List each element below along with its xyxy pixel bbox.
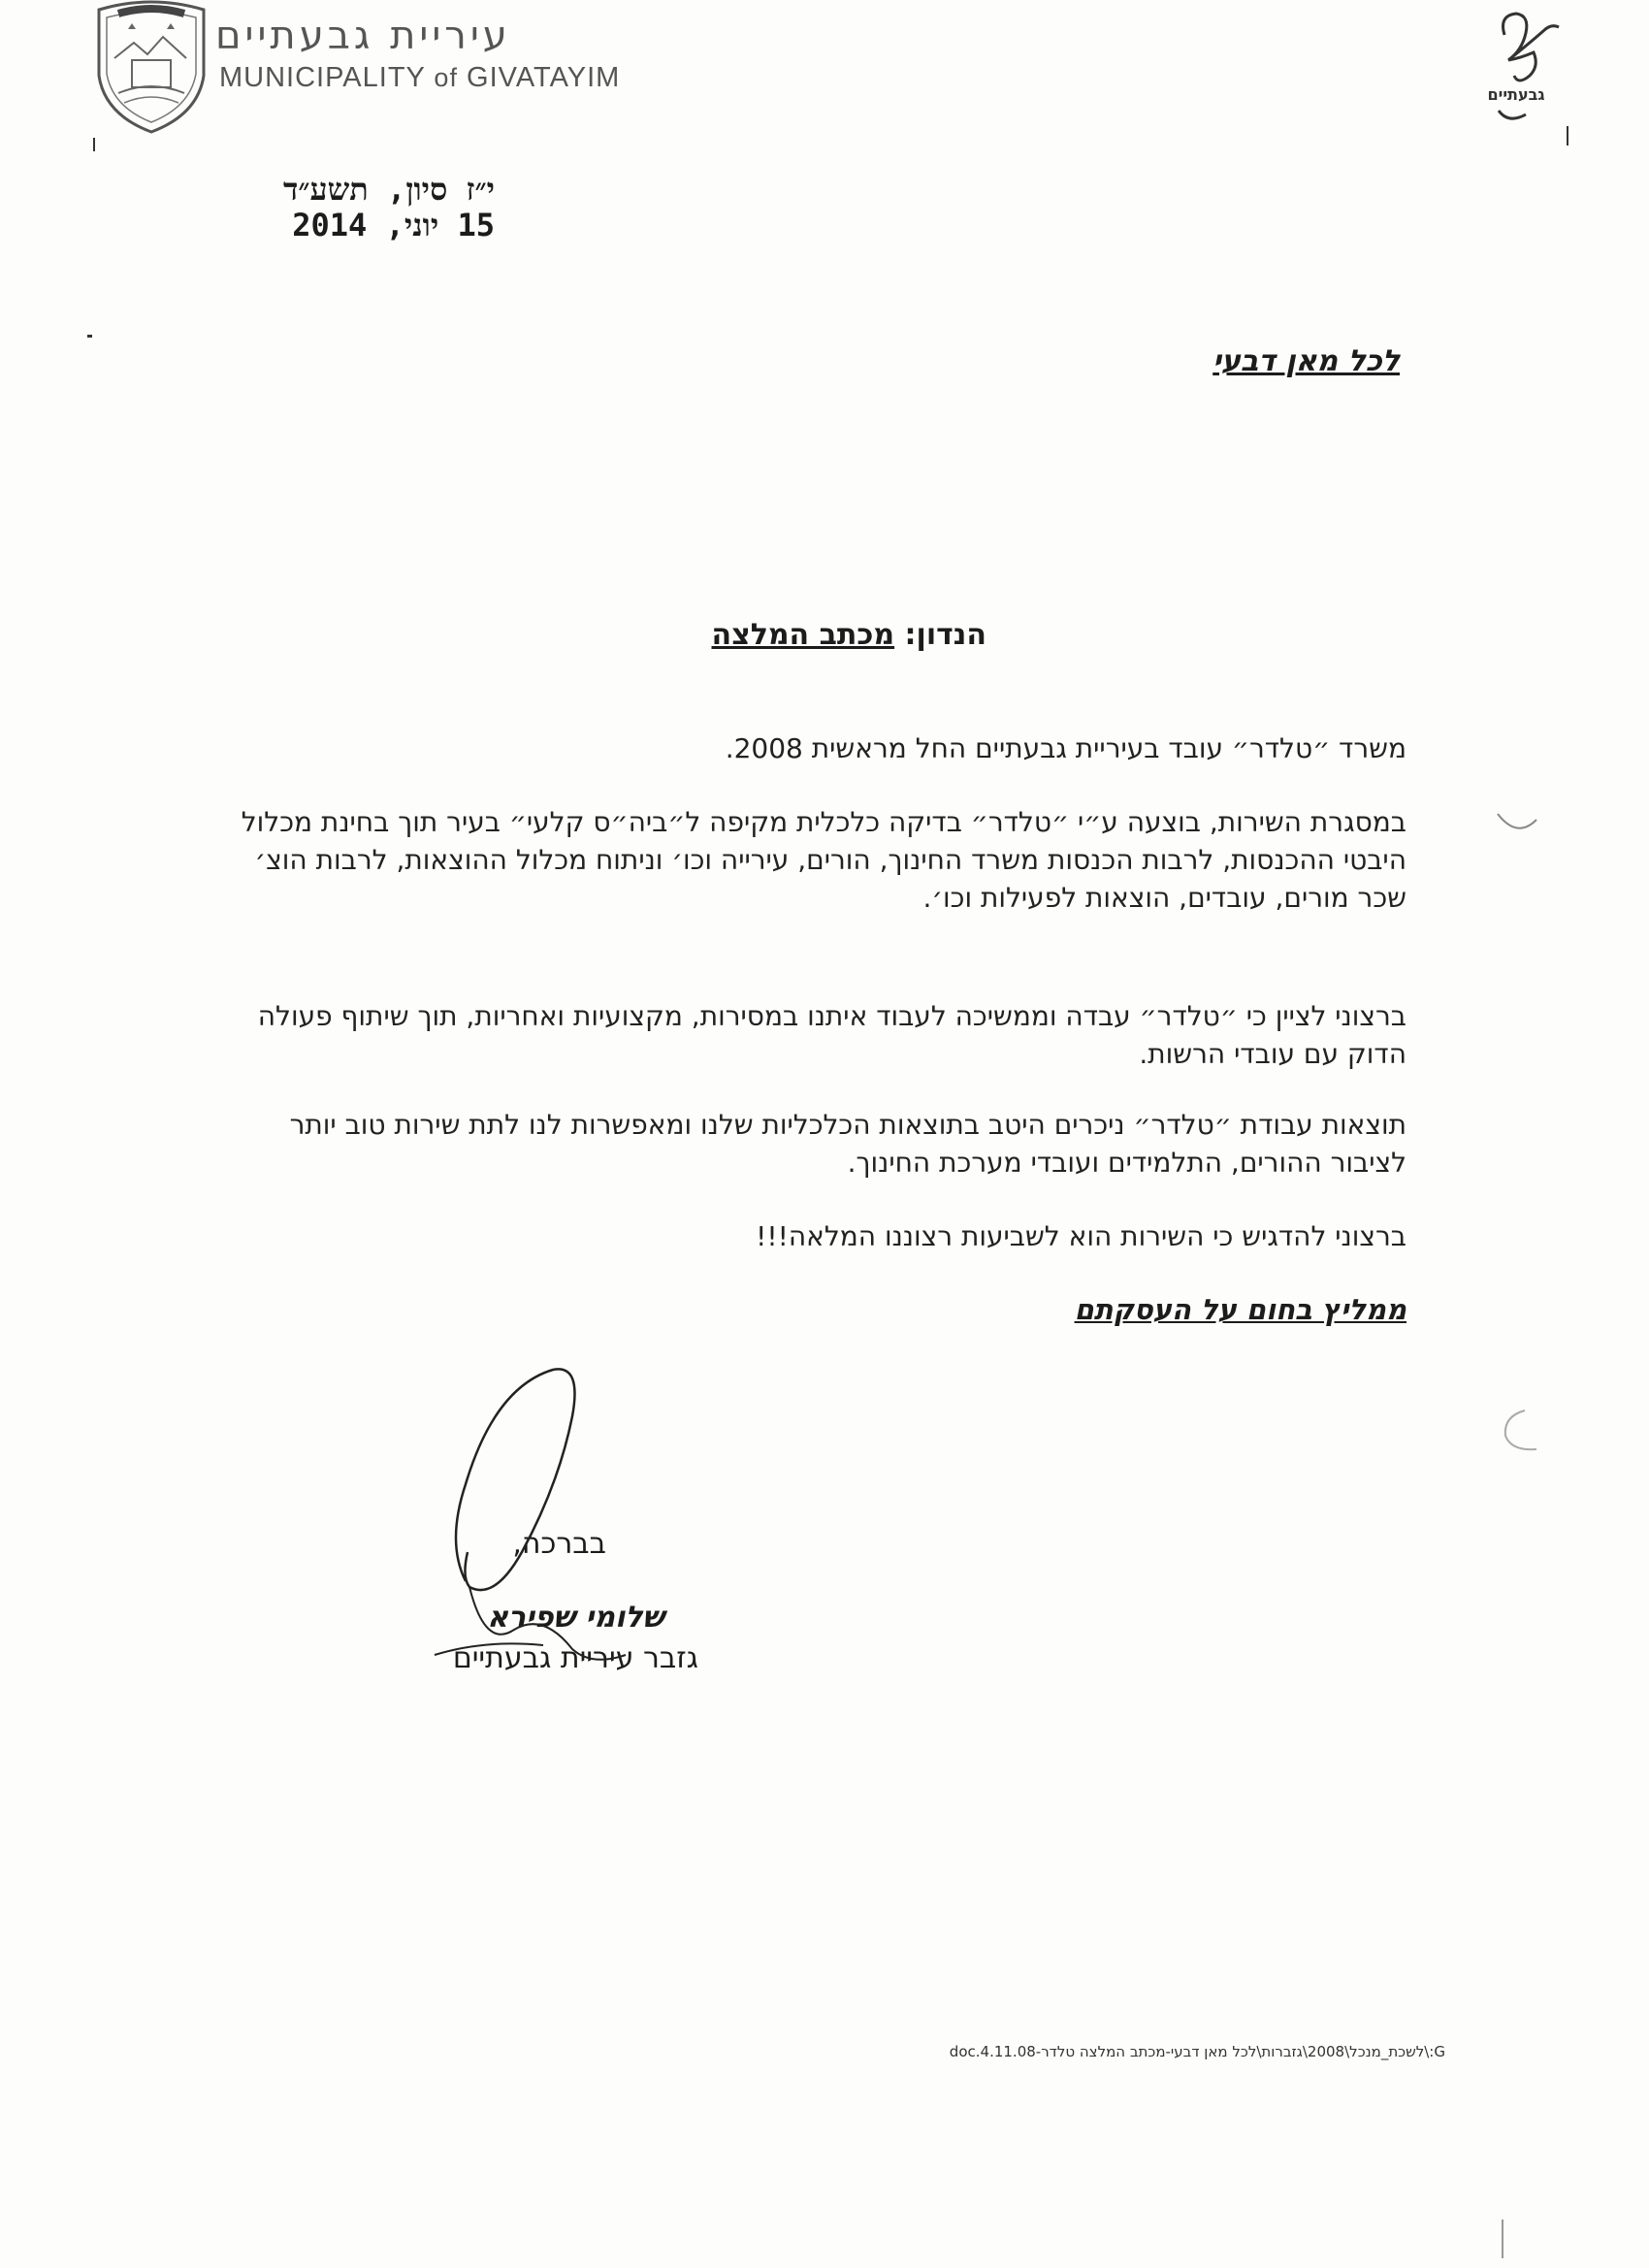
date-hebrew: י״ז סיון, תשע״ד	[282, 171, 495, 208]
givatayim-logo-icon	[1470, 6, 1586, 128]
subject-label: הנדון:	[894, 618, 986, 652]
signer-role: גזבר עיריית גבעתיים	[452, 1641, 698, 1675]
body-paragraph-4: תוצאות עבודת ״טלדר״ ניכרים היטב בתוצאות הכלכליות שלנו ומאפשרות לנו לתת שירות טוב יותר לציבור ההורים, התלמידים ועובדי מערכת החינוך.	[289, 1109, 1406, 1179]
scan-mark	[1567, 126, 1568, 146]
date-gregorian: 15 יוני, 2014	[292, 207, 495, 243]
logo-text: גבעתיים	[1487, 85, 1545, 104]
municipality-english-suffix: GIVATAYIM	[457, 62, 621, 93]
municipality-name-english	[219, 62, 620, 94]
body-paragraph-2: במסגרת השירות, בוצעה ע״י ״טלדר״ בדיקה כלכלית מקיפה ל״ביה״ס קלעי״ בעיר תוך בחינת מכלול היבטי ההכנסות, לרבות הכנסות משרד החינוך, הורים, עירייה וכו׳ וניתוח מכלול ההוצאות, לרבות הוצ׳ שכר מורים, עובדים, הוצאות לפעילות וכו׳.	[241, 806, 1406, 914]
closing-greeting: בברכה,	[512, 1527, 606, 1561]
scan-mark	[87, 335, 92, 338]
signer-name: שלומי שפירא	[487, 1601, 664, 1635]
subject-line	[712, 618, 987, 652]
municipality-english-prefix: MUNICIPALITY	[219, 62, 435, 93]
municipal-crest-icon	[89, 0, 213, 136]
subject-text: מכתב המלצה	[711, 618, 895, 652]
punch-hole-mark-top	[1494, 810, 1540, 837]
recommendation-line: ממליץ בחום על העסקתם	[1074, 1293, 1406, 1326]
body-paragraph-3: ברצוני לציין כי ״טלדר״ עבדה וממשיכה לעבוד איתנו במסירות, מקצועיות ואחריות, תוך שיתוף פעולה הדוק עם עובדי הרשות.	[257, 1000, 1406, 1070]
body-paragraph-1: משרד ״טלדר״ עובד בעיריית גבעתיים החל מראשית 2008.	[725, 732, 1406, 764]
recipient-line: לכל מאן דבעי	[1212, 344, 1400, 378]
municipality-english-of: of	[434, 63, 458, 92]
scan-mark	[93, 138, 95, 151]
municipality-name-hebrew: עיריית גבעתיים	[215, 14, 511, 58]
scan-mark	[1502, 2219, 1504, 2258]
body-paragraph-5: ברצוני להדגיש כי השירות הוא לשביעות רצוננו המלאה!!!	[756, 1220, 1406, 1252]
footer-file-path: G:\לשכת_מנכל\2008\גזברות\לכל מאן דבעי-מכתב המלצה טלדר-4.11.08.doc	[949, 2043, 1445, 2060]
handwritten-signature	[427, 1358, 669, 1669]
punch-hole-mark-bottom	[1502, 1407, 1548, 1455]
